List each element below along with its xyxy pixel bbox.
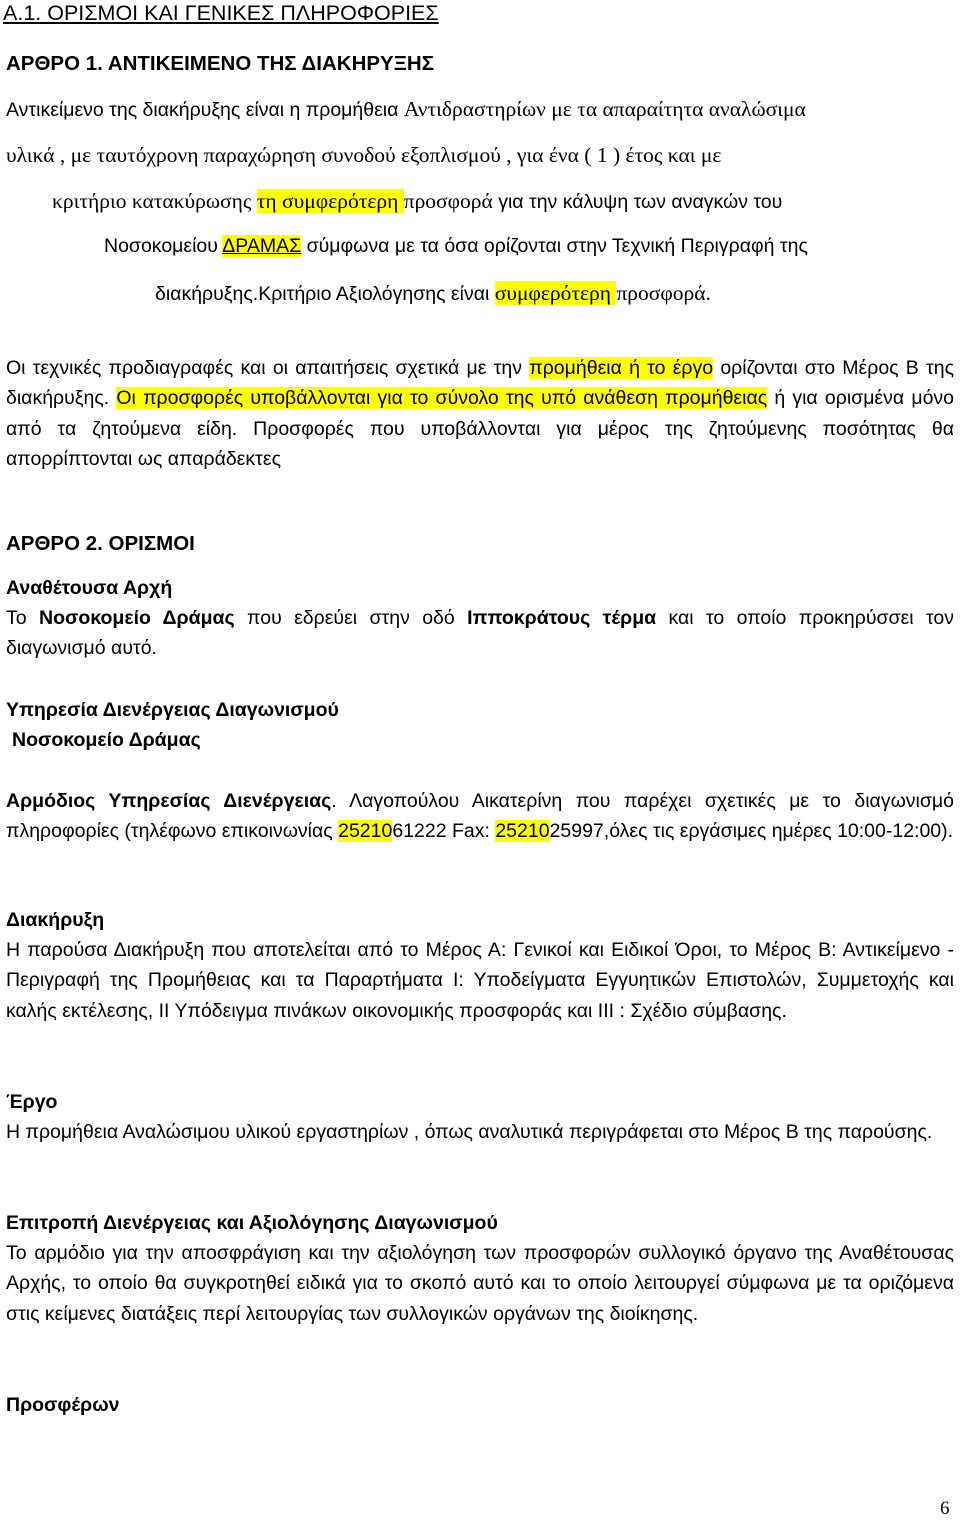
highlighted-text: ΔΡΑΜΑΣ [222, 235, 302, 257]
committee-title: Επιτροπή Διενέργειας και Αξιολόγησης Διαγωνισμού [6, 1212, 498, 1234]
text-run: σύμφωνα με τα όσα ορίζονται στην Τεχνική Περιγραφή της [301, 235, 808, 257]
article-1-paragraph-2 [6, 353, 954, 474]
highlighted-text: συμφερότερη [494, 281, 617, 305]
text-run: Το [6, 607, 39, 629]
text-run: για την κάλυψη των αναγκών του [492, 191, 783, 213]
section-title: Α.1. ΟΡΙΣΜΟΙ ΚΑΙ ΓΕΝΙΚΕΣ ΠΛΗΡΟΦΟΡΙΕΣ [3, 1, 439, 25]
text-run: ή για ορισμένα μόνο από τα ζητούμενα είδη. Προσφορές που υποβάλλονται για μέρος της ζητούμενης ποσότητας θα απορρίπτονται ως απαράδεκτες [6, 387, 955, 470]
article-1-line-1 [6, 99, 806, 121]
highlighted-text: προμήθεια ή το έργο [529, 357, 714, 379]
competent-text [6, 786, 954, 847]
text-run: 61222 Fax: [392, 820, 496, 843]
text-run: διακήρυξης.Κριτήριο Αξιολόγησης είναι [155, 283, 495, 305]
text-run: Οι τεχνικές προδιαγραφές και οι απαιτήσεις σχετικά με την [6, 357, 530, 379]
article-1-line-2: υλικά , με ταυτόχρονη παραχώρηση συνοδού εξοπλισμού , για ένα ( 1 ) έτος και με [6, 143, 722, 167]
work-title: Έργο [6, 1091, 58, 1113]
page-number: 6 [940, 1498, 950, 1519]
text-run: Αντιδραστηρίων με τα απαραίτητα αναλώσιμα [403, 97, 806, 121]
text-run: προσφορά. [616, 281, 711, 305]
highlighted-text: 25210 [495, 820, 550, 843]
bold-text: Νοσοκομείο Δράμας [39, 607, 235, 629]
text-run: κριτήριο κατακύρωσης [52, 189, 257, 213]
text-run: προσφορά [403, 189, 493, 213]
text-run: Νοσοκομείου [104, 235, 223, 257]
committee-text: Το αρμόδιο για την αποσφράγιση και την αξιολόγηση των προσφορών συλλογικό όργανο της Αναθέτουσας Αρχής, το οποίο θα συγκροτηθεί ειδικά για το σκοπό αυτό και το οποίο λειτουργεί σύμφωνα με τα οριζόμενα στις κείμενες διατάξεις περί λειτουργίας των συλλογικών οργάνων της διοίκησης. [6, 1242, 954, 1325]
declaration-text: Η παρούσα Διακήρυξη που αποτελείται από το Μέρος Α: Γενικοί και Ειδικοί Όροι, το Μέρος Β: Αντικείμενο - Περιγραφή της Προμήθειας και τα Παραρτήματα Ι: Υποδείγματα Εγγυητικών Επιστολών, Συμμετοχής και καλής εκτέλεσης, ΙΙ Υπόδειγμα πινάκων οικονομικής προσφοράς και ΙΙΙ : Σχέδιο σύμβασης. [6, 939, 954, 1022]
article-1-line-4 [104, 237, 808, 257]
bidder-title: Προσφέρων [6, 1394, 120, 1416]
text-run: που εδρεύει στην οδό [234, 607, 468, 629]
article-2-heading: ΑΡΘΡΟ 2. ΟΡΙΣΜΟΙ [6, 532, 195, 555]
article-1-line-5 [155, 283, 711, 305]
highlighted-text: τη συμφερότερη [256, 189, 404, 213]
highlighted-text: 25210 [338, 820, 393, 843]
article-1-heading: ΑΡΘΡΟ 1. ΑΝΤΙΚΕΙΜΕΝΟ ΤΗΣ ΔΙΑΚΗΡΥΞΗΣ [6, 52, 435, 75]
service-value: Νοσοκομείο Δράμας [12, 729, 201, 751]
bold-text: Αρμόδιος Υπηρεσίας Διενέργειας [6, 790, 332, 812]
bold-text: Ιπποκράτους τέρμα [467, 607, 657, 629]
text-run: ορίζονται στο Μέρος Β της διακήρυξης. [6, 357, 954, 410]
text-run: 25997,όλες τις εργάσιμες ημέρες 10:00-12:00). [549, 820, 954, 843]
text-run: . Λαγοπούλου Αικατερίνη που παρέχει σχετικές με το διαγωνισμό πληροφορίες (τηλέφωνο επικοινωνίας [6, 790, 954, 843]
article-1-line-3 [52, 191, 782, 213]
text-run: και το οποίο προκηρύσσει τον διαγωνισμό αυτό. [6, 607, 954, 660]
text-run: Αντικείμενο της διακήρυξης είναι η προμήθεια [6, 99, 404, 121]
authority-text [6, 603, 954, 664]
highlighted-text: Οι προσφορές υποβάλλονται για το σύνολο της υπό ανάθεση προμήθειας [116, 387, 768, 410]
work-text: Η προμήθεια Αναλώσιμου υλικού εργαστηρίων , όπως αναλυτικά περιγράφεται στο Μέρος Β της παρούσης. [6, 1121, 933, 1143]
declaration-title: Διακήρυξη [6, 909, 105, 931]
service-title: Υπηρεσία Διενέργειας Διαγωνισμού [6, 699, 339, 721]
authority-title: Αναθέτουσα Αρχή [6, 577, 173, 599]
